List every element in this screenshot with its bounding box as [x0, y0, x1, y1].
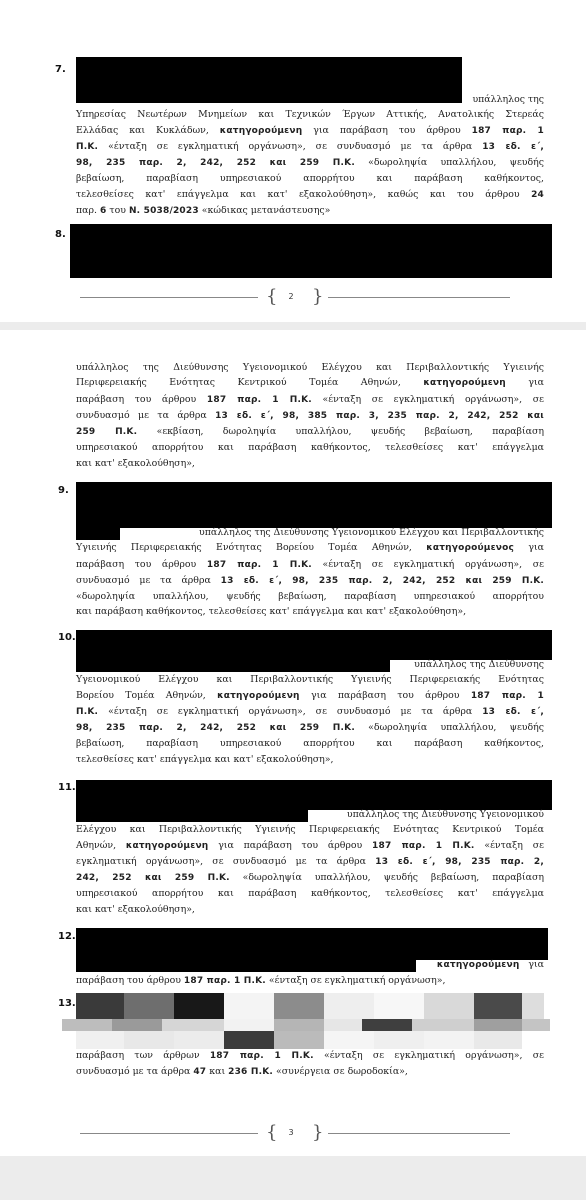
- pixel-block: [274, 993, 324, 1019]
- pixel-block: [474, 1019, 522, 1031]
- redaction-block: [76, 630, 552, 660]
- item-13-text: παράβαση των άρθρων 187 παρ. 1 Π.Κ. «ένταξη σε εγκληματική οργάνωση», σε συνδυασμό με τα άρθρα 47 και 236 Π.Κ. «συνέργεια σε δωροδοκία»,: [76, 1050, 544, 1078]
- pixel-block: [374, 1031, 424, 1049]
- pixel-block: [424, 1031, 474, 1049]
- page-footer: [80, 288, 510, 308]
- pixel-block: [324, 1031, 374, 1049]
- pixel-block: [424, 993, 474, 1019]
- pixel-block: [224, 1031, 274, 1049]
- pixel-block: [374, 993, 424, 1019]
- item-10-text: υπάλληλος της Διεύθυνσης Υγειονομικού Ελέγχου και Περιβαλλοντικής Υγιεινής Περιφερειακής Ενότητας Βορείου Τομέα Αθηνών, κατηγορούμενη για παράβαση του άρθρου 187 παρ. 1 Π.Κ. «ένταξη σε εγκληματική οργάνωση», σε συνδυασμό με τα άρθρα 13 εδ. ε΄, 98, 235 παρ. 2, 242, 252 και 259 Π.Κ. «δωροληψία υπαλλήλου, ψευδής βεβαίωση, παραβίαση υπηρεσιακού απορρήτου και παράβαση καθήκοντος, τελεσθείσες κατ' επάγγελμα και κατ' εξακολούθηση»,: [76, 659, 545, 765]
- pixel-block: [522, 993, 544, 1019]
- pixel-block: [412, 1019, 474, 1031]
- pixel-block: [324, 993, 374, 1019]
- pixel-block: [112, 1019, 162, 1031]
- footer-left-bracket: {: [266, 286, 278, 307]
- redaction-block: [76, 482, 552, 528]
- pixel-block: [76, 1031, 124, 1049]
- footer-rule: [328, 1133, 510, 1134]
- pixel-block: [224, 993, 274, 1019]
- pixel-block: [474, 993, 522, 1019]
- pixel-block: [174, 1031, 224, 1049]
- pixel-block: [224, 1019, 274, 1031]
- pixel-block: [76, 993, 124, 1019]
- footer-rule: [80, 297, 258, 298]
- item-number: 9.: [58, 485, 69, 496]
- footer-rule: [80, 1133, 258, 1134]
- pixel-block: [174, 993, 224, 1019]
- pixel-block: [62, 1019, 112, 1031]
- document-page-3: [0, 330, 586, 1156]
- pixel-block: [162, 1019, 224, 1031]
- pixel-block: [124, 1031, 174, 1049]
- page-footer: [80, 1124, 510, 1144]
- pixel-block: [274, 1031, 324, 1049]
- pixel-block: [274, 1019, 324, 1031]
- item-9-text: υπάλληλος της Διεύθυνσης Υγειονομικού Ελέγχου και Περιβαλλοντικής Υγιεινής Περιφερειακής Ενότητας Βορείου Τομέα Αθηνών, κατηγορούμενος για παράβαση του άρθρου 187 παρ. 1 Π.Κ. «ένταξη σε εγκληματική οργάνωση», σε συνδυασμό με τα άρθρα 13 εδ. ε΄, 98, 235 παρ. 2, 242, 252 και 259 Π.Κ. «δωροληψία υπαλλήλου, ψευδής βεβαίωση, παραβίαση υπηρεσιακού απορρήτου και παράβαση καθήκοντος, τελεσθείσες κατ' επάγγελμα και κατ' εξακολούθηση»,: [76, 527, 545, 618]
- pixel-block: [522, 1019, 550, 1031]
- item-7-text: υπάλληλος της Υπηρεσίας Νεωτέρων Μνημείων και Τεχνικών Έργων Αττικής, Ανατολικής Στερεάς Ελλάδας και Κυκλάδων, κατηγορούμενη για παράβαση του άρθρου 187 παρ. 1 Π.Κ. «ένταξη σε εγκληματική οργάνωση», σε συνδυασμό με τα άρθρα 13 εδ. ε΄, 98, 235 παρ. 2, 242, 252 και 259 Π.Κ. «δωροληψία υπαλλήλου, ψευδής βεβαίωση, παραβίαση υπηρεσιακού απορρήτου και παράβαση καθήκοντος, τελεσθείσες κατ' επάγγελμα και κατ' εξακολούθηση», καθώς και του άρθρου 24 παρ. 6 του Ν. 5038/2023 «κώδικας μετανάστευσης»: [76, 94, 545, 217]
- item-number: 8.: [55, 229, 66, 240]
- footer-right-bracket: }: [312, 286, 324, 307]
- item-number: 7.: [55, 64, 66, 75]
- redaction-block: [76, 928, 548, 960]
- page-number: 2: [288, 292, 294, 301]
- footer-left-bracket: {: [266, 1122, 278, 1143]
- pixel-block: [324, 1019, 362, 1031]
- footer-rule: [328, 297, 510, 298]
- item-number: 10.: [58, 632, 76, 643]
- item-number: 13.: [58, 998, 76, 1009]
- redaction-block: [76, 780, 552, 810]
- document-page-2: [0, 0, 586, 322]
- pixel-block: [362, 1019, 412, 1031]
- page-number: 3: [288, 1128, 294, 1137]
- item-12-text: κατηγορούμενη για παράβαση του άρθρου 187 παρ. 1 Π.Κ. «ένταξη σε εγκληματική οργάνωση»,: [76, 959, 544, 987]
- item-number: 11.: [58, 782, 76, 793]
- pixel-block: [124, 993, 174, 1019]
- footer-right-bracket: }: [312, 1122, 324, 1143]
- item-11-text: υπάλληλος της Διεύθυνσης Υγειονομικού Ελέγχου και Περιβαλλοντικής Υγιεινής Περιφερειακής Ενότητας Κεντρικού Τομέα Αθηνών, κατηγορούμενη για παράβαση του άρθρου 187 παρ. 1 Π.Κ. «ένταξη σε εγκληματική οργάνωση», σε συνδυασμό με τα άρθρα 13 εδ. ε΄, 98, 235 παρ. 2, 242, 252 και 259 Π.Κ. «δωροληψία υπαλλήλου, ψευδής βεβαίωση, παραβίαση υπηρεσιακού απορρήτου και παράβαση καθήκοντος, τελεσθείσες κατ' επάγγελμα και κατ' εξακολούθηση»,: [76, 809, 544, 915]
- item-number: 12.: [58, 931, 76, 942]
- redaction-block: [70, 224, 552, 278]
- pixel-block: [474, 1031, 522, 1049]
- continuation-text: υπάλληλος της Διεύθυνσης Υγειονομικού Ελέγχου και Περιβαλλοντικής Υγιεινής Περιφερειακής Ενότητας Κεντρικού Τομέα Αθηνών, κατηγορούμενη για παράβαση του άρθρου 187 παρ. 1 Π.Κ. «ένταξη σε εγκληματική οργάνωση», σε συνδυασμό με τα άρθρα 13 εδ. ε΄, 98, 385 παρ. 3, 235 παρ. 2, 242, 252 και 259 Π.Κ. «εκβίαση, δωροληψία υπαλλήλου, ψευδής βεβαίωση, παραβίαση υπηρεσιακού απορρήτου και παράβαση καθήκοντος, τελεσθείσες κατ' επάγγελμα και κατ' εξακολούθηση»,: [76, 362, 545, 469]
